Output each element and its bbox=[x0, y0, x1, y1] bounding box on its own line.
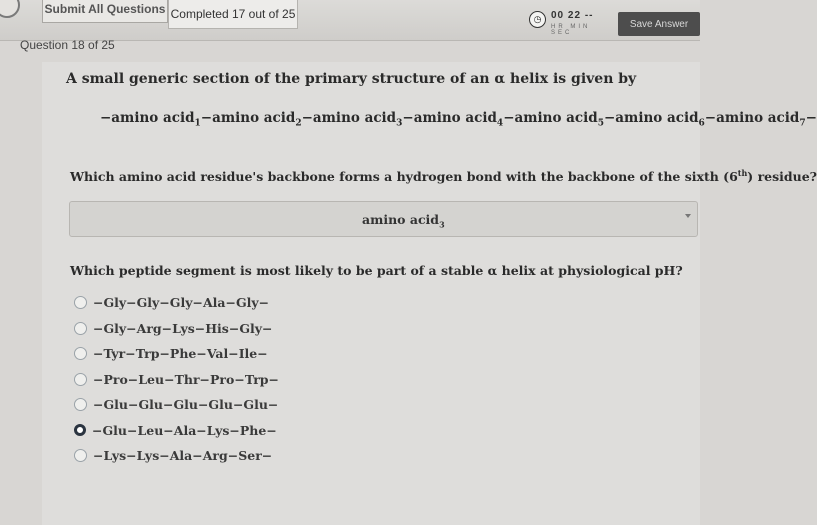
option-label: −Tyr−Trp−Phe−Val−Ile− bbox=[93, 346, 268, 362]
clock-icon: ◷ bbox=[529, 11, 546, 28]
question-stem: A small generic section of the primary structure of an α helix is given by bbox=[66, 71, 637, 87]
radio-icon[interactable] bbox=[74, 398, 87, 411]
option-label: −Gly−Arg−Lys−His−Gly− bbox=[93, 320, 273, 336]
answer-options bbox=[74, 290, 279, 469]
answer-option[interactable] bbox=[74, 341, 279, 367]
option-label: −Pro−Leu−Thr−Pro−Trp− bbox=[93, 371, 280, 387]
question-2-text: Which amino acid residue's backbone forms a hydrogen bond with the backbone of the sixth (6th) residue? bbox=[70, 168, 817, 185]
option-label: −Glu−Leu−Ala−Lys−Phe− bbox=[92, 422, 277, 438]
answer-option[interactable] bbox=[74, 418, 279, 444]
answer-option[interactable] bbox=[74, 316, 279, 342]
sequence-residue: −amino acid bbox=[603, 110, 699, 126]
question-number: Question 18 of 25 bbox=[20, 38, 115, 52]
top-bar bbox=[0, 0, 700, 41]
radio-icon[interactable] bbox=[74, 322, 87, 335]
sequence-residue: −amino acid bbox=[200, 110, 296, 126]
option-label: −Glu−Glu−Glu−Glu−Glu− bbox=[93, 397, 279, 413]
info-circle-icon[interactable] bbox=[0, 0, 20, 18]
completed-status: Completed 17 out of 25 bbox=[168, 0, 298, 29]
question-3-text: Which peptide segment is most likely to be part of a stable α helix at physiological pH? bbox=[70, 263, 683, 278]
sequence-residue: −amino acid bbox=[402, 110, 497, 126]
save-answer-button[interactable]: Save Answer bbox=[618, 12, 700, 36]
sequence-residue: −amino acid bbox=[100, 110, 195, 126]
answer-option[interactable] bbox=[74, 367, 279, 393]
timer-units: HR MIN SEC bbox=[551, 24, 591, 36]
sequence-residue: −amino acid bbox=[301, 110, 397, 126]
answer-dropdown[interactable] bbox=[69, 201, 698, 237]
radio-icon[interactable] bbox=[74, 296, 87, 309]
option-label: −Lys−Lys−Ala−Arg−Ser− bbox=[93, 448, 273, 464]
submit-all-button[interactable]: Submit All Questions bbox=[42, 0, 168, 23]
radio-icon[interactable] bbox=[74, 449, 87, 462]
sequence-residue: −amino acid bbox=[704, 110, 800, 126]
timer-digits: 00 22 -- bbox=[551, 10, 594, 21]
radio-icon[interactable] bbox=[74, 373, 87, 386]
amino-acid-sequence: −amino acid$_1$−amino acid$_2$−amino acid$_3$−amino acid$_4$−amino acid$_5$−amino acid$_6$−amino acid$_7$− bbox=[100, 110, 817, 129]
answer-option[interactable] bbox=[74, 290, 279, 316]
radio-icon[interactable] bbox=[74, 347, 87, 360]
answer-option[interactable] bbox=[74, 392, 279, 418]
dropdown-selected-value: amino acid$_3$ bbox=[362, 212, 445, 230]
option-label: −Gly−Gly−Gly−Ala−Gly− bbox=[93, 295, 270, 311]
radio-selected-icon[interactable] bbox=[74, 424, 86, 436]
sequence-residue: −amino acid bbox=[503, 110, 598, 126]
answer-option[interactable] bbox=[74, 443, 279, 469]
timer bbox=[527, 8, 597, 36]
dropdown-arrow-icon[interactable] bbox=[685, 214, 691, 218]
